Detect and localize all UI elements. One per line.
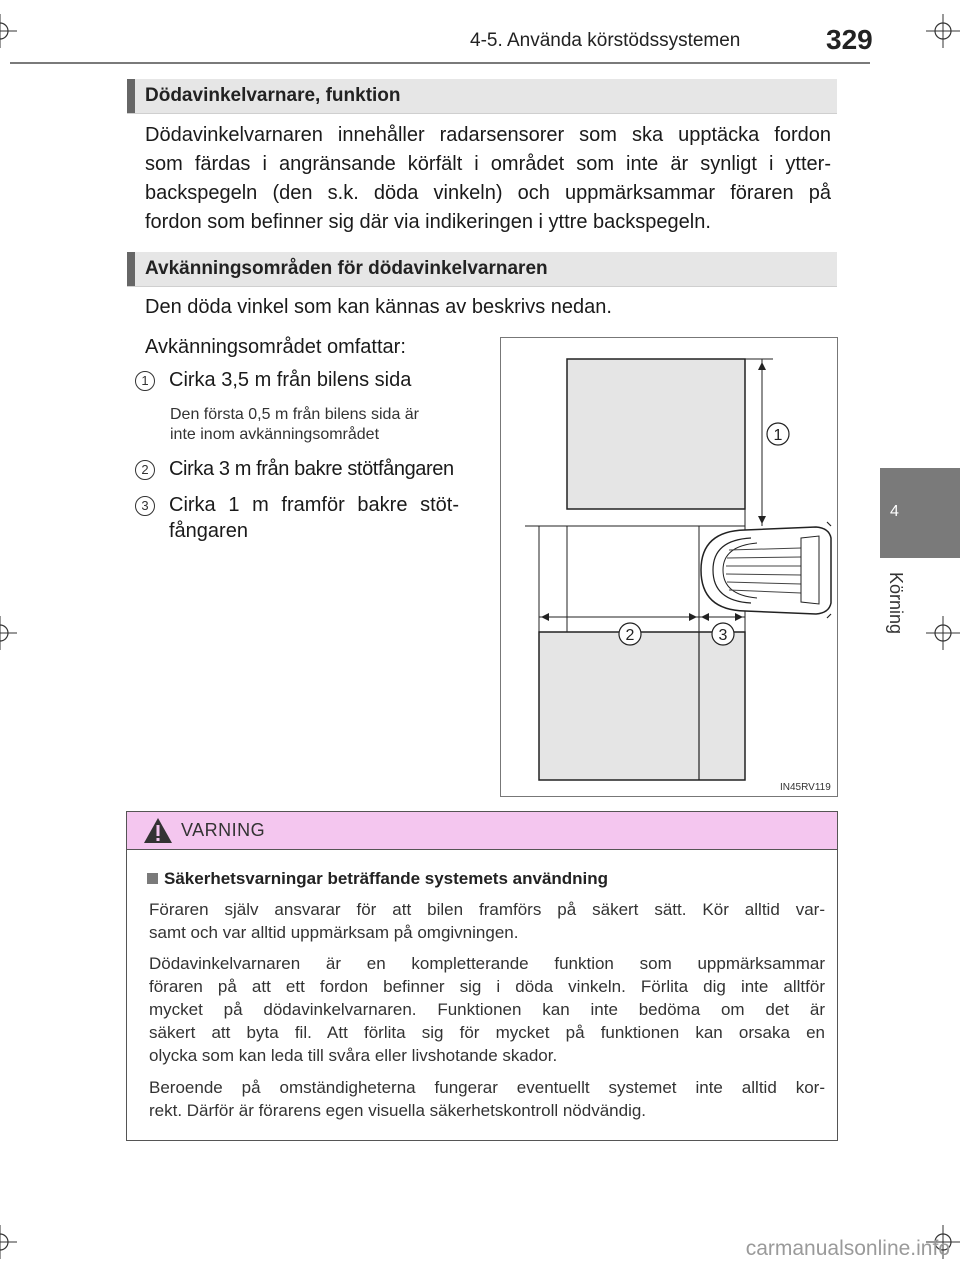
paragraph-line: som färdas i angränsande körfält i området som inte är synligt i ytter- <box>145 153 831 175</box>
warning-line: mycket på dödavinkelvarnaren. Funktionen kan inte bedöma om det är <box>149 1000 825 1019</box>
heading-accent <box>127 79 135 113</box>
warning-line: samt och var alltid uppmärksam på omgivningen. <box>149 923 519 942</box>
warning-subheading-text: Säkerhetsvarningar beträffande systemets användning <box>164 869 609 888</box>
item-text-line: Cirka 1 m framför bakre stöt- <box>169 494 459 516</box>
chapter-label-text: Körning <box>886 572 906 635</box>
callout-number: 1 <box>773 427 783 444</box>
warning-label: VARNING <box>181 820 266 840</box>
paragraph-line: backspegeln (den s.k. döda vinkeln) och uppmärksammar föraren på <box>145 182 831 204</box>
arrowhead-icon <box>735 613 743 621</box>
arrowhead-icon <box>758 362 766 370</box>
callout-number: 2 <box>625 627 635 644</box>
registration-mark-icon <box>926 616 960 650</box>
callout-number: 3 <box>718 627 728 644</box>
warning-paragraph <box>149 1076 825 1122</box>
arrowhead-icon <box>689 613 697 621</box>
section-paragraph <box>145 121 831 237</box>
section-heading: Avkänningsområden för dödavinkelvarnaren <box>145 258 548 279</box>
registration-mark-icon <box>0 616 17 650</box>
item-text: Cirka 3,5 m från bilens sida <box>169 369 412 391</box>
registration-mark-icon <box>926 14 960 48</box>
warning-box <box>126 811 838 1141</box>
warning-line: Dödavinkelvarnaren är en kompletterande funktion som uppmärksammar <box>149 954 825 973</box>
blind-spot-diagram <box>500 337 838 797</box>
warning-paragraph <box>149 898 825 944</box>
side-zone <box>567 359 745 509</box>
car-icon <box>701 522 831 618</box>
paragraph-line: Dödavinkelvarnaren innehåller radarsensorer som ska upptäcka fordon <box>145 124 831 146</box>
chapter-number: 4 <box>890 503 899 520</box>
area-label: Avkänningsområdet omfattar: <box>145 336 406 358</box>
diagram-svg <box>501 338 837 796</box>
running-header-section: 4-5. Använda körstödssystemen <box>470 30 741 51</box>
note-line: inte inom avkänningsområdet <box>170 426 380 443</box>
registration-mark-icon <box>0 1225 17 1259</box>
arrowhead-icon <box>701 613 709 621</box>
item-text-line: fångaren <box>169 520 248 542</box>
item-number: 2 <box>135 460 155 480</box>
warning-line: Föraren själv ansvarar för att bilen framförs på säkert sätt. Kör alltid var- <box>149 900 825 919</box>
arrowhead-icon <box>541 613 549 621</box>
watermark: carmanualsonline.info <box>745 1237 950 1260</box>
figure-code: IN45RV119 <box>780 782 831 793</box>
callout-3 <box>712 623 734 645</box>
heading-accent <box>127 252 135 286</box>
warning-header <box>127 812 837 850</box>
paragraph-line: fordon som befinner sig där via indikeringen i yttre backspegeln. <box>145 211 711 233</box>
warning-triangle-icon <box>143 817 173 844</box>
item-note <box>170 405 419 445</box>
section-heading-bar <box>127 79 837 114</box>
warning-line: föraren på att ett fordon befinner sig i döda vinkeln. Förlita dig inte alltför <box>149 977 825 996</box>
rear-zone <box>539 632 745 780</box>
intro-text: Den döda vinkel som kan kännas av beskrivs nedan. <box>145 296 612 318</box>
warning-line: rekt. Därför är förarens egen visuella säkerhetskontroll nödvändig. <box>149 1101 647 1120</box>
item-number: 3 <box>135 496 155 516</box>
warning-subheading <box>147 869 608 889</box>
callout-1 <box>767 423 789 445</box>
section-heading-bar <box>127 252 837 287</box>
arrowhead-icon <box>758 516 766 524</box>
note-line: Den första 0,5 m från bilens sida är <box>170 406 420 423</box>
warning-line: Beroende på omständigheterna fungerar eventuellt systemet inte alltid kor- <box>149 1078 825 1097</box>
registration-mark-icon <box>0 14 17 48</box>
callout-2 <box>619 623 641 645</box>
chapter-label <box>876 572 916 652</box>
warning-line: säkert att byta fil. Att förlita sig för mycket på funktionen kan orsaka en <box>149 1023 825 1042</box>
warning-paragraph <box>149 952 825 1067</box>
page-number: 329 <box>826 24 873 55</box>
header-rule <box>10 62 870 64</box>
section-heading: Dödavinkelvarnare, funktion <box>145 85 401 106</box>
warning-line: olycka som kan leda till svåra eller livshotande skador. <box>149 1046 558 1065</box>
item-text: Cirka 3 m från bakre stötfångaren <box>169 458 454 480</box>
bullet-square-icon <box>147 873 158 884</box>
item-number: 1 <box>135 371 155 391</box>
